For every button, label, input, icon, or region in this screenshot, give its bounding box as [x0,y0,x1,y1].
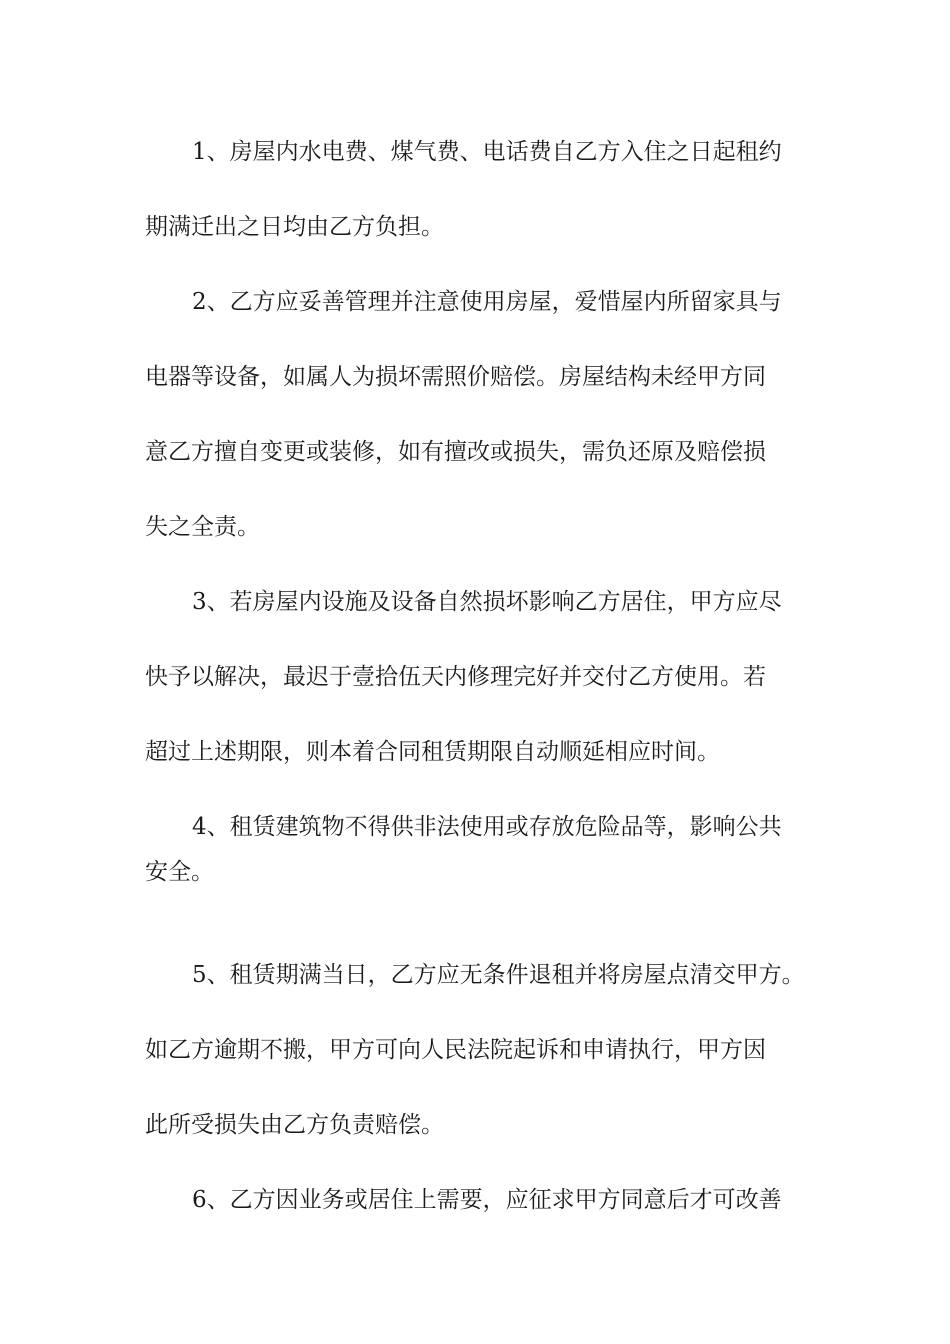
clause-5-line-3: 此所受损失由乙方负责赔偿。 [145,1112,444,1138]
clause-2-line-4: 失之全责。 [145,514,260,540]
clause-3-line-2: 快予以解决，最迟于壹拾伍天内修理完好并交付乙方使用。若 [145,664,766,690]
clause-5-line-1: 5、租赁期满当日，乙方应无条件退租并将房屋点清交甲方。 [192,962,805,988]
clause-5-line-2: 如乙方逾期不搬，甲方可向人民法院起诉和申请执行，甲方因 [145,1037,766,1063]
clause-2-line-2: 电器等设备，如属人为损坏需照价赔偿。房屋结构未经甲方同 [145,364,766,390]
clause-1-line-1: 1、房屋内水电费、煤气费、电话费自乙方入住之日起租约 [192,139,782,165]
clause-3-line-1: 3、若房屋内设施及设备自然损坏影响乙方居住，甲方应尽 [192,589,782,615]
clause-3-line-3: 超过上述期限，则本着合同租赁期限自动顺延相应时间。 [145,739,720,765]
clause-2-line-1: 2、乙方应妥善管理并注意使用房屋，爱惜屋内所留家具与 [192,289,782,315]
clause-6-line-1: 6、乙方因业务或居住上需要，应征求甲方同意后才可改善 [192,1187,782,1213]
clause-4-line-2: 安全。 [145,859,214,885]
clause-2-line-3: 意乙方擅自变更或装修，如有擅改或损失，需负还原及赔偿损 [145,439,766,465]
clause-1-line-2: 期满迁出之日均由乙方负担。 [145,214,444,240]
clause-4-line-1: 4、租赁建筑物不得供非法使用或存放危险品等，影响公共 [192,814,782,840]
